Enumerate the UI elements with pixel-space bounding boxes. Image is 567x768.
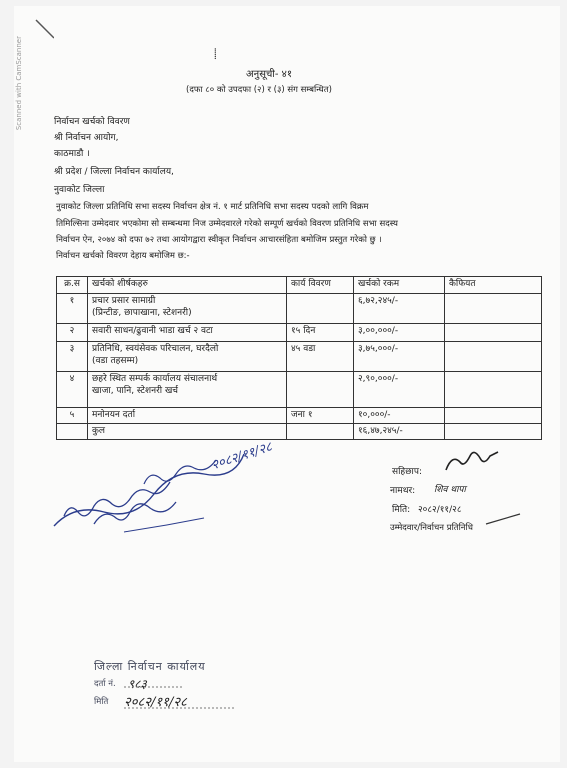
- table-row: [57, 372, 542, 408]
- document-page: [14, 6, 560, 762]
- row-sn: ५: [57, 408, 88, 424]
- address-line-4: श्री प्रदेश / जिल्ला निर्वाचन कार्यालय,: [54, 167, 174, 177]
- row-head: मनोनयन दर्ता: [88, 408, 287, 424]
- row-amount: ६,७२,२४५/-: [354, 294, 445, 324]
- table-row: [57, 342, 542, 372]
- stamp-reg-label: दर्ता नं.: [94, 679, 116, 689]
- body-line-3: निर्वाचन ऐन, २०७४ को दफा ७२ तथा आयोगद्वारा स्वीकृत निर्वाचन आचारसंहिता बमोजिम प्रस्तुत गरेको छु ।: [56, 235, 382, 245]
- address-line-1: निर्वाचन खर्चको विवरण: [54, 117, 130, 127]
- candidate-name: शिव थापा: [434, 485, 466, 495]
- row-sn: ४: [57, 372, 88, 408]
- body-line-1: नुवाकोट जिल्ला प्रतिनिधि सभा सदस्य निर्वाचन क्षेत्र नं. १ मार्ट प्रतिनिधि सभा सदस्य पदको लागि विक्रम: [56, 202, 369, 212]
- table-header-row: [57, 277, 542, 294]
- name-label: नामथर:: [390, 486, 416, 496]
- total-label: कुल: [88, 424, 287, 440]
- stamp-reg-value: ९८३: [128, 677, 147, 691]
- sign-label: सहिछाप:: [392, 467, 422, 477]
- table-row: [57, 324, 542, 342]
- total-amount: १६,४७,२४५/-: [354, 424, 445, 440]
- header-remarks: कैफियत: [445, 277, 542, 294]
- annex-subtitle: (दफा ८० को उपदफा (२) र (३) संग सम्बन्धित): [186, 85, 332, 95]
- table-row: [57, 408, 542, 424]
- total-remark-cell: [445, 424, 542, 440]
- header-description: कार्य विवरण: [287, 277, 354, 294]
- row-amount: १०,०००/-: [354, 408, 445, 424]
- row-desc: १५ दिन: [287, 324, 354, 342]
- table-row: [57, 294, 542, 324]
- row-sn: २: [57, 324, 88, 342]
- row-head: सवारी साधन/ढुवानी भाडा खर्च २ वटा: [88, 324, 287, 342]
- scanner-watermark: Scanned with CamScanner: [15, 36, 23, 131]
- handwritten-receipt-scribble: [34, 424, 264, 534]
- date-label: मिति:: [392, 505, 411, 515]
- row-head-sub: (प्रिन्टीङ, छापाखाना, स्टेशनरी): [92, 308, 192, 318]
- address-line-2: श्री निर्वाचन आयोग,: [54, 133, 119, 143]
- table-total-row: [57, 424, 542, 440]
- row-desc: ४५ वडा: [287, 342, 354, 372]
- row-remark: [445, 372, 542, 408]
- address-line-3: काठमाडौ ।: [54, 149, 90, 159]
- date-value: २०८२/११/२८: [418, 505, 462, 515]
- row-remark: [445, 408, 542, 424]
- row-remark: [445, 342, 542, 372]
- row-sn: ३: [57, 342, 88, 372]
- header-amount: खर्चको रकम: [354, 277, 445, 294]
- row-desc: [287, 294, 354, 324]
- row-head: [88, 294, 287, 324]
- date-underline-mark: [484, 512, 524, 526]
- row-remark: [445, 324, 542, 342]
- stamp-date-label: मिति: [94, 697, 109, 707]
- body-line-4: निर्वाचन खर्चको विवरण देहाय बमोजिम छ:-: [56, 251, 190, 261]
- row-remark: [445, 294, 542, 324]
- row-desc: [287, 372, 354, 408]
- header-expense-head: खर्चको शीर्षकहरु: [88, 277, 287, 294]
- header-symbol-icon: ⸽: [214, 49, 217, 60]
- row-head-main: प्रतिनिधि, स्वयंसेवक परिचालन, घरदैलो: [92, 344, 219, 354]
- expense-table: [56, 276, 542, 440]
- row-amount: २,९०,०००/-: [354, 372, 445, 408]
- row-head-main: छहरे स्थित सम्पर्क कार्यालय संचालनार्थ: [92, 374, 218, 384]
- row-desc: जना १: [287, 408, 354, 424]
- address-line-5: नुवाकोट जिल्ला: [54, 185, 105, 195]
- header-sn: क्र.स: [57, 277, 88, 294]
- candidate-signature: [442, 450, 502, 478]
- candidate-role: उम्मेदवार/निर्वाचन प्रतिनिधि: [390, 523, 473, 533]
- row-head-sub: (वडा तहसम्म): [92, 356, 139, 366]
- row-sn: १: [57, 294, 88, 324]
- handwritten-receipt-date: २०८२/११/२८: [209, 439, 275, 474]
- row-head-sub: खाजा, पानि, स्टेशनरी खर्च: [92, 386, 179, 396]
- row-amount: ३,००,०००/-: [354, 324, 445, 342]
- total-sn-cell: [57, 424, 88, 440]
- row-head-main: प्रचार प्रसार सामाग्री: [92, 296, 156, 306]
- stamp-office: जिल्ला निर्वाचन कार्यालय: [94, 660, 206, 673]
- row-amount: ३,७५,०००/-: [354, 342, 445, 372]
- row-head: [88, 342, 287, 372]
- body-line-2: तिमिल्सिना उम्मेदवार भएकोमा सो सम्बन्धमा निज उम्मेदवारले गरेको सम्पूर्ण खर्चको विवरण प्रतिनिधि सभा सदस्य: [56, 219, 398, 229]
- stamp-date-value: २०८२/११/२८: [124, 695, 187, 710]
- total-desc-cell: [287, 424, 354, 440]
- row-head: [88, 372, 287, 408]
- annex-title: अनुसूची- ४१: [246, 69, 293, 80]
